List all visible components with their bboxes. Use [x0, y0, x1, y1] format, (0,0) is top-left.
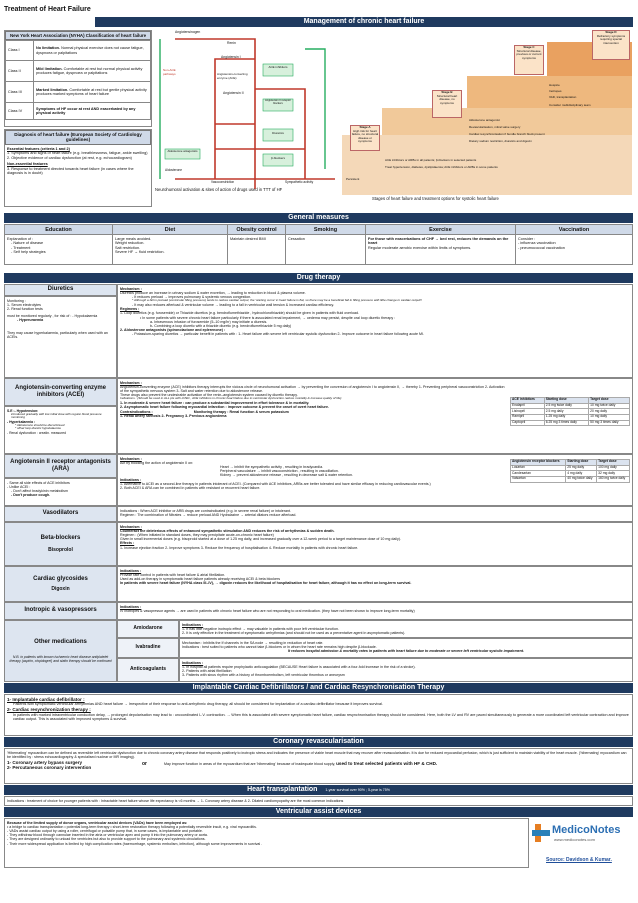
section-heading: Regimens : [120, 307, 140, 312]
icd-body [4, 694, 633, 736]
text-line: - It may also reduces afterload & ventricular volume → leading to a fall in ventricular wall tension & increased cardiac efficiency. [132, 302, 335, 307]
acei-label: Angiotensin-converting enzyme inhibitors (ACEI) [4, 378, 117, 406]
nyha-text: Comfortable at rest but gentle physical activity produces marked symptoms of heart failure [36, 87, 147, 97]
inotrope-label: Inotropic & vasopressors [4, 602, 117, 620]
nyha-text: Comfortable at rest but normal physical activity produces fatigue, dyspnoea or palpitations [36, 66, 143, 76]
glyco-title: Cardiac glycosides [33, 575, 88, 582]
text-line: Act by blocking the action of angiotensin II on: [120, 460, 194, 465]
arb-label: Angiotensin II receptor antagonists (ARA) [4, 454, 117, 478]
table-row [511, 420, 630, 426]
diagnosis-item: 2. Objective evidence of cardiac dysfunction (at rest, e.g. echocardiogram) [7, 155, 132, 160]
list-item: - Hyperuraemia [17, 318, 44, 323]
acei-left [4, 406, 117, 454]
source: Source: Davidson & Kumar. [546, 857, 612, 863]
stage-d-text: Refractory symptoms requiring special intervention [596, 33, 626, 45]
section-heading: Indications : [120, 477, 142, 482]
logo [532, 820, 632, 852]
coronary-header: Coronary revascularisation [4, 737, 633, 747]
diagnosis-essential: Essential features (criteria 1 and 2) [7, 146, 70, 151]
table-header: Starting dose [566, 460, 597, 466]
transplant-survival: 1-year survival over 90% ; 5-year is 75% [325, 788, 390, 792]
diagram-nonace: Non-ACE pathways [163, 68, 176, 76]
text-line: Indications : When ACE inhibitor or ARB drugs are contraindicated (e.g. in severe renal failure) or intolerant. [120, 508, 291, 513]
list-item: must be monitored regularly , for risk of : - Hypokalaemia [7, 314, 98, 319]
bb-label [4, 522, 117, 566]
general-obesity: Maintain desired BMI [228, 235, 286, 265]
diagram-bb: β-blockers [271, 156, 285, 160]
section-heading: Mechanism : [120, 380, 142, 385]
bb-subtitle: Bisoprolol [48, 546, 73, 553]
text-line: 1- It has little negative inotropic effect → may valuable in patients with poor left ventricular function. [182, 626, 339, 631]
diagram-diuretics: Diuretics [272, 131, 284, 135]
amio-body [179, 620, 633, 638]
text-line: 2- Patients with atrial fibrillation [182, 668, 232, 673]
table-cell: 10 mg twice daily [589, 403, 630, 409]
amio-label: Amiodarone [117, 620, 179, 638]
other-label [4, 620, 117, 682]
stage-step: Dietary sodium restriction, diuretics and digoxin [469, 139, 532, 143]
stage-step: ACE inhibitors or ARBs in all patients; β-blockers in selected patients [385, 158, 477, 162]
text-line: S.E :- Hypotension: [7, 408, 39, 413]
table-cell: Ramipril [511, 414, 545, 420]
list-item: - Nature of disease [11, 241, 44, 246]
text-line: Heart → inhibit the sympathetic activity , resulting in bradycardia. [220, 464, 324, 469]
inotrope-body [117, 602, 633, 620]
list-item: Regular moderate aerobic exercise within limits of symptoms. [368, 245, 472, 250]
list-item: 1- Serum electrolytes [7, 302, 41, 307]
nyha-class: Class III [6, 82, 34, 103]
text-line: 2- Asymptomatic heart failure following myocardial infarction : improve outcome & prevent the onset of overt heart failure. [120, 405, 329, 410]
nyha-table [4, 30, 152, 127]
logo-icon [532, 824, 550, 842]
bb-body [117, 522, 633, 566]
nyha-row [6, 82, 151, 103]
table-cell: 20 mg daily [589, 409, 630, 415]
arb-dose-table [510, 459, 630, 483]
general-col: Education [5, 225, 113, 235]
diagram-ang2: Angiotensin II [223, 91, 244, 95]
text-line: b- Combining a loop diuretic with a thiazide diuretic (e.g. bendroflumethiazide 5 mg daily) [150, 324, 292, 329]
anti-body [179, 658, 633, 682]
stages-diagram [342, 30, 633, 195]
general-header: General measures [4, 213, 633, 223]
list-item: They may cause hyperkalaemia, particularly when used with an ACEIs. [7, 330, 108, 339]
section-heading: Contraindications : [120, 409, 153, 414]
text-line: * offset loop diuretic hypokalaemia [15, 426, 61, 431]
stage-step: Revascularisation, mitral valve surgery [469, 125, 521, 129]
diagram-arrows [155, 29, 340, 197]
table-cell: Enalapril [511, 403, 545, 409]
iva-body [179, 638, 633, 658]
text-line: IV inotropes & vasopressor agents → are used in patients with chronic heart failure who are not responding to oral medication. (they have not been shown to improve long-term mortality) [120, 608, 415, 613]
glyco-body [117, 566, 633, 602]
vaso-label: Vasodilators [4, 506, 117, 522]
text-line: - Their more widespread application is limited by high complication rates (haemorrhage, systemic embolism, infection), although some improvements in survival . [7, 841, 263, 846]
text-line: Given in small incremental doses (e.g. bisoprolol started at a dose of 1.25 mg daily, and increased gradually over a 12-week period to a target maintenance dose of 10 mg daily). [120, 537, 401, 542]
stage-a-text: High risk for heart failure, no structural disease or symptoms [351, 128, 379, 144]
other-title: Other medications [34, 639, 87, 646]
text-line: Monitoring therapy : Renal function & serum potassium [193, 409, 289, 414]
stage-c [514, 45, 544, 75]
text-line: 'Hibernating' myocardium can be defined as reversible left ventricular dysfunction due to chronic coronary artery disease that responds positively to inotropic stress and indicates the presence of viable heart muscle that may recover after revascularisation. It is due for reduced myocardial perfusion, which is just sufficient to maintain viability of the heart muscle. ('hibernating' myocardium can be identified by : stress echocardiography & specialised nuclear or MR imaging). [7, 750, 627, 759]
diuretics-label: Diuretics [4, 284, 117, 296]
glyco-label [4, 566, 117, 602]
list-item: - Self help strategies [11, 250, 46, 255]
management-header: Management of chronic heart failure [95, 17, 633, 27]
diagram-ang1: Angiotensin I [221, 55, 241, 59]
list-item: Salt restriction. [115, 245, 141, 250]
table-cell: 50 mg 3 times daily [589, 420, 630, 426]
text-line: - They are designed ordinarily to unload the ventricles but also to provide support to the pulmonary and systemic circulations. [7, 837, 206, 842]
text-line: Mechanism : inhibits the If channels in the SA node → resulting in reduction of heart rate. [182, 640, 324, 645]
coronary-body [4, 748, 633, 784]
section-heading: Mechanism : [120, 524, 142, 529]
general-col: Smoking [286, 225, 366, 235]
general-diet [113, 235, 228, 265]
diagram-vaso: Vasoconstriction [211, 180, 235, 184]
general-col: Exercise [366, 225, 516, 235]
vad-header: Ventricular assist devices [4, 807, 633, 817]
transplant-body: Indications : treatment of choice for younger patients with : Intractable heart failure whose life expectancy is <6 months → 1- Coronary artery disease & 2- Dilated cardiomyopathy are the most common indications [4, 796, 633, 806]
stage-step: Aldosterone antagonist [469, 118, 500, 122]
general-col: Obesity control [228, 225, 286, 235]
stage-a [350, 125, 380, 151]
table-header: Starting dose [544, 398, 588, 404]
text-line: Kidney → prevent aldosterone release , resulting in decrease salt & water retention. [220, 473, 354, 478]
stage-b-label: Stage B [441, 90, 453, 94]
text-line: • a bridge to cardiac transplantation • potential long-term therapy • short-term restoration therapy following a potentially reversible insult, e.g. viral myocarditis. [7, 824, 257, 829]
section-heading: Indications : [120, 568, 142, 573]
table-cell: Losartan [511, 465, 566, 471]
list-item: - Don't produce cough. [11, 493, 51, 498]
nyha-head: Mild limitation. [36, 66, 63, 71]
drug-header: Drug therapy [4, 273, 633, 283]
text-line: 1- Renal artery stenosis 2- Pregnancy 3- Previous angioedema [120, 413, 227, 418]
list-item: - Same all side effects of ACE inhibitors [7, 480, 70, 485]
nyha-row [6, 61, 151, 82]
logo-url: www.mediconotes.com [554, 837, 595, 842]
text-line: Provide rate control in patients with heart failure & atrial fibrillation. [120, 572, 226, 577]
general-table [4, 224, 633, 265]
section-heading: Effects : [120, 541, 135, 546]
text-line: * Aldosterone should be discontinued [15, 422, 65, 427]
table-cell: 2.5 mg twice daily [544, 403, 588, 409]
nyha-title: New York Heart Association (NYHA) Classification of heart failure [5, 31, 151, 40]
table-cell: Candesartan [511, 471, 566, 477]
vad-body [4, 818, 529, 868]
text-line: It reduces hospital admission & mortality rates in patients with heart failure due to moderate or severe left ventricular systolic impairment. [287, 648, 525, 653]
nyha-class: Class IV [6, 103, 34, 120]
bb-title: Beta-blockers [40, 534, 81, 541]
table-cell: 32 mg daily [597, 471, 630, 477]
stage-b [432, 90, 462, 118]
text-line: Diuretics produce an increase in urinary sodium & water excretion, → leading to reduction in blood & plasma volume. [120, 290, 306, 295]
text-line: 1- Increase ejection fraction 2- Improve symptoms 3- Reduce the frequency of hospitalisation 4- Reduce mortality in patients with chronic heart failure. [120, 545, 359, 550]
diagnosis-title: Diagnosis of heart failure (European Society of Cardiology guidelines) [5, 130, 151, 145]
stage-step: Consider multidisciplinary team [549, 103, 591, 107]
list-item: Explanation of : [7, 236, 34, 241]
text-line: Because of the limited supply of donor organs, ventricular assist devices (VADs) have been employed as: [7, 820, 188, 825]
table-cell: Valsartan [511, 476, 566, 482]
stage-step: VAD, transplantation [549, 95, 577, 99]
text-line: In patients with marked intraventricular conduction delay, → prolonged depolarisation may lead to : uncoordinated L.V. contraction. → When this is associated with severe symptomatic heart failure, cardiac resynchronisation therapy should be considered. Here, both the LV and RV are paced simultaneously to generate a more coordinated left ventricular contraction and improve cardiac output. This is associated with improved symptoms & survival. [13, 712, 629, 722]
nyha-class: Class II [6, 61, 34, 82]
text-line: In patients with severe heart failure (NYHA class III–IV), → digoxin reduces the likelihood of hospitalisation for heart failure, although it has no effect on long-term survival. [120, 581, 412, 586]
neurohumoral-diagram [155, 29, 340, 197]
arb-body [117, 454, 633, 506]
text-line: These drugs also prevent the undesirable activation of the renin–angiotensin system caused by diuretic therapy. [120, 393, 298, 398]
list-item: Monitoring : [7, 298, 26, 303]
text-line: introduced gradually with low initial dose with regular blood pressure monitoring [11, 411, 102, 420]
stages-caption: Stages of heart failure and treatment options for systolic heart failure [372, 196, 499, 201]
general-col: Diet [113, 225, 228, 235]
text-line: - They withdraw blood through cannulae inserted in the atria or ventricular apex and pump it into the pulmonary artery or aorta. [7, 833, 208, 838]
diagnosis-item: 3. Response to treatment directed towards heart failure (in cases where the diagnosis is in doubt) [7, 166, 134, 176]
text-line: - VADs assist cardiac output by using a roller, centrifugal or pulsatile pump that, in some cases, is implantable and portable. [7, 828, 203, 833]
section-heading: Mechanism : [120, 456, 142, 461]
nyha-head: Marked limitation. [36, 87, 69, 92]
diagram-aldoant: Aldosterone antagonists [167, 149, 198, 153]
stage-step: Treat hypertension, diabetes, dyslipidaemia; ACE inhibitors or ARBs in some patients [385, 165, 498, 169]
diuretics-body [117, 284, 633, 378]
nyha-head: No limitation. [36, 46, 61, 51]
transplant-title: Heart transplantation [247, 786, 318, 793]
diagram-symp: Sympathetic activity [285, 180, 314, 184]
page-title: Treatment of Heart Failure [4, 6, 91, 13]
list-item: For those with exacerbations of CHF → bed rest, reduces the demands on the heart [368, 236, 509, 246]
text-line: a- Intravenous infusion of furosemide (5–10 mg/hr) may initiate a diuresis. [150, 319, 268, 324]
table-header: Target dose [589, 398, 630, 404]
diagram-angiotensinogen: Angiotensinogen [175, 30, 201, 34]
section-heading: Indications : [182, 622, 204, 627]
acei-dose-table [510, 397, 630, 426]
text-line: 2- Both ACEI & ARA can be combined in patients with resistant or recurrent heart failure. [120, 486, 261, 491]
coronary-option: 2- Percutaneous coronary intervention [7, 765, 92, 771]
list-item: - Unlike ACEI : [7, 484, 31, 489]
stage-d [592, 30, 630, 60]
text-line: 2- Aldosterone antagonists (spironolactone and eplerenone) : [120, 328, 226, 333]
diagram-acei: ACE inhibitors [268, 65, 288, 69]
text-line: Used as add-on therapy in symptomatic heart failure patients already receiving ACEI & beta blockers [120, 576, 281, 581]
diagnosis-item: 1. Symptoms and signs of heart failure (e.g. breathlessness, fatigue, ankle swelling) [7, 151, 148, 156]
table-cell: Lisinopril [511, 409, 545, 415]
stage-step: Cardiac resynchronisation if bundle branch block present [469, 132, 545, 136]
section-heading: Mechanism : [120, 286, 142, 291]
section-heading: Indications : [120, 604, 142, 609]
table-cell: 4 mg daily [566, 471, 597, 477]
text-line: 3- Patients with sinus rhythm with a history of thromboembolism, left ventricular thrombus or aneurysm [182, 673, 345, 678]
iva-label: Ivabradine [117, 638, 179, 658]
section-heading: 2- Cardiac resynchronization therapy : [7, 707, 91, 713]
text-line: - It reduces preload → improves pulmonary & systemic venous congestion. [132, 294, 252, 299]
diagram-renin: Renin [227, 41, 236, 45]
icd-header: Implantable Cardiac Defibrillators / and Cardiac Resynchronisation Therapy [4, 683, 633, 693]
text-line: Angiotensin-converting enzyme (ACE) inhibitors therapy interrupts the vicious circle of neurohumoral activation → by preventing the conversion of angiotensin I to angiotensin II, → thereby 1- Preventing peripheral vasoconstriction 2- Activation of the sympathetic nervous system 3- Salt and water retention due to aldosterone release. [120, 384, 505, 393]
text-line: Regimen : (When initiated in standard doses, they may precipitate acute-on-chronic heart failure) [120, 532, 274, 537]
nyha-text: Normal physical exercise does not cause fatigue, dyspnoea or palpitations [36, 46, 144, 55]
nyha-class: Class I [6, 41, 34, 61]
text-line: Counteract the deleterious effects of enhanced sympathetic stimulation AND reduces the risk of arrhythmias & sudden death. [120, 528, 335, 533]
diuretics-left [4, 296, 117, 378]
text-line: Indications : (Should be used in ALL pts with LVSD , ACE inhibitors in chronic heart failure due to ventricular dysfunction reduce mortality & increase quality of life) [120, 396, 342, 401]
text-line: * Although a fall in preload (ventricular filling pressure) tends to reduce cardiac output, the 'starting curve' in heart failure is flat, so there may be a beneficial fall in filling pressure with little change in cardiac output!! [132, 298, 422, 303]
diagram-aldo: Aldosterone [165, 168, 183, 172]
general-education [5, 235, 113, 265]
list-item: Severe HF → fluid restriction. [115, 250, 165, 255]
nyha-head: Symptoms of HF occur at rest AND exacerbated by any physical activity [36, 106, 136, 116]
table-header: ACE inhibitors [511, 398, 545, 404]
table-cell: 160 mg twice daily [597, 476, 630, 482]
nyha-row [6, 41, 151, 61]
other-note: N.B. in patients with known ischaemic heart disease antiplatelet therapy (aspirin, clopidogrel) and statin therapy should be continued [9, 654, 112, 663]
text-line: • In some patients with severe chronic heart failure particularly if there is associated renal impairment, → oedema may persist, despite oral loop diuretic therapy : [140, 315, 396, 320]
coronary-or: or [142, 760, 147, 767]
diagram-arb: Angiotensin II receptor blockers [265, 99, 291, 106]
stage-d-label: Stage D [605, 30, 617, 34]
text-line: Patients with symptomatic ventricular arrhythmias AND heart failure → Irrespective of their response to anti-arrhythmic drug therapy, all should be considered for implantation of a cardiac defibrillator because it improves survival. [13, 701, 383, 706]
table-cell: 25 mg daily [566, 465, 597, 471]
text-line: - Renal dysfunction : creatin. measured [7, 430, 66, 435]
list-item: - Don't affect bradykinin metabolism [11, 488, 68, 493]
text-line: - Potassium-sparing diuretics → particular benefit in patients with : 1- Heart failure with severe left ventricular systolic dysfunction 2- Improve outcome in heart failure following acute MI. [132, 332, 425, 337]
coronary-option: 1- Coronary artery bypass surgery [7, 759, 83, 765]
logo-name: MedicoNotes [552, 824, 621, 836]
table-cell: 2.5 mg daily [544, 409, 588, 415]
general-exercise [366, 235, 516, 265]
text-line: 1- In hospital all patients require prophylactic anticoagulation (BECAUSE Heart failure is associated with a four-fold increase in the risk of a stroke). [182, 664, 416, 669]
stage-c-text: Structural disease, previous or current symptoms [516, 48, 542, 60]
list-item: Large meals avoided. [115, 236, 152, 241]
list-item: 2- Renal function tests [7, 306, 43, 311]
table-cell: 6.25 mg 3 times daily [544, 420, 588, 426]
general-smoking: Cessation [286, 235, 366, 265]
text-line: Indications : best suited to patients who cannot take β-blockers or in whom the heart rate remains high despite β-blockade. [182, 644, 377, 649]
stage-step: Inotropes [549, 89, 562, 93]
stage-b-text: Structural heart disease, no symptoms [436, 93, 458, 105]
vaso-body [117, 506, 633, 522]
text-line: Regimen : The combination of Nitrates → reduce preload AND Hydralazine → arterial dilators reduce afterload. [120, 512, 297, 517]
list-item: Consider : [518, 236, 536, 241]
list-item: - Treatment [11, 245, 31, 250]
diagram-caption: Neurohumoral activation & sites of action of drugs used in TTT of HF [155, 187, 283, 192]
table-header: Angiotensin receptor blockers [511, 460, 566, 466]
stage-a-label: Stage A [359, 125, 371, 129]
transplant-header [4, 785, 633, 795]
glyco-subtitle: Digoxin [51, 585, 70, 592]
nyha-row [6, 103, 151, 120]
diagnosis-nonessential: Non-essential features [7, 162, 48, 167]
stage-persistent: Persistent [346, 177, 360, 181]
diagnosis-box [4, 129, 152, 207]
text-line: used to treat selected patients with HF & CHD. [336, 760, 438, 766]
table-header: Target dose [597, 460, 630, 466]
section-heading: 1- Implantable cardiac defibrillator : [7, 696, 85, 702]
table-cell: 100 mg daily [597, 465, 630, 471]
table-cell: 10 mg daily [589, 414, 630, 420]
text-line: - Hyperkalaemia : [7, 419, 36, 424]
list-item: - influenza vaccination [518, 241, 556, 246]
stage-step: Hospice [549, 83, 560, 87]
general-col: Vaccination [516, 225, 633, 235]
arb-left [4, 478, 117, 506]
list-item: Weight reduction. [115, 241, 145, 246]
table-cell: Captopril [511, 420, 545, 426]
acei-body [117, 378, 633, 454]
text-line: 1- In moderate & severe heart failure : can produce a substantial improvement in effort tolerance & in mortality. [120, 401, 310, 406]
list-item: - pneumococcal vaccination [518, 245, 565, 250]
section-heading: Indications : [182, 660, 204, 665]
diagram-ace: Angiotensin-converting enzyme (ACE) [217, 72, 248, 80]
text-line: May improve function in areas of the myocardium that are 'hibernating' because of inadequate blood supply, [164, 761, 336, 766]
table-cell: 40 mg twice daily [566, 476, 597, 482]
stage-c-label: Stage C [523, 45, 535, 49]
text-line: Peripheral vasculature → inhibit vasoconstriction , resulting in vasodilation. [220, 469, 339, 474]
general-vaccination [516, 235, 633, 265]
text-line: 1- Loop diuretics (e.g. furosemide) or Thiazide diuretics (e.g. bendroflumethiazide , hydrochlorothiazide) should be given in patients with fluid overload. [120, 311, 360, 316]
table-cell: 1.25 mg daily [544, 414, 588, 420]
text-line: 1- Alternative to ACEI as a second-line therapy in patients intolerant of ACEI. (Compared with ACE inhibitors, ARBs are better tolerated and have similar efficacy in reducing cardiovascular events.) [120, 481, 431, 486]
text-line: 2- It is only effective in the treatment of symptomatic arrhythmias (and should not be used as a preventative agent in asymptomatic patients). [182, 630, 406, 635]
anti-label: Anticoagulants [117, 658, 179, 682]
table-row [511, 476, 630, 482]
